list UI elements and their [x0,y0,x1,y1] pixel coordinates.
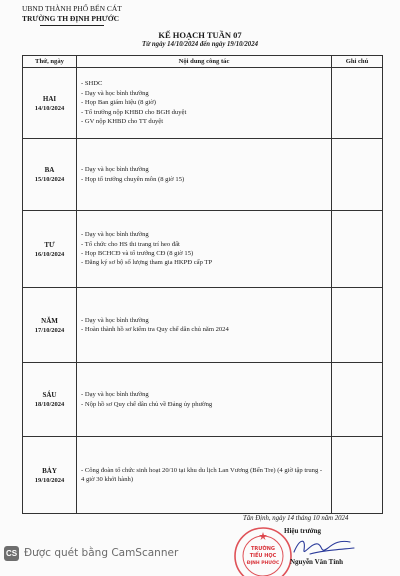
document-header [22,4,122,26]
note-cell [332,437,383,514]
task-item: - Dạy và học bình thường [81,89,149,97]
org-name: UBND THÀNH PHỐ BẾN CÁT [22,4,122,13]
task-item: - Nộp hồ sơ Quy chế dân chủ về Đảng ủy phường [81,400,213,408]
column-header-note: Ghi chú [332,56,383,68]
stamp-line-3: ĐỊNH PHƯỚC [246,561,280,566]
table-row [23,363,383,437]
day-cell [23,437,77,514]
content-cell [77,363,332,437]
task-item: - Dạy và học bình thường [81,231,149,239]
signature-place-date: Tân Định, ngày 14 tháng 10 năm 2024 [243,515,349,522]
task-item: - Họp Ban giám hiệu (8 giờ) [81,99,156,107]
task-item: - Dạy và học bình thường [81,316,149,324]
camscanner-watermark [4,545,178,561]
table-header-row [23,56,383,68]
signature-scribble-icon [290,534,360,558]
table-row [23,437,383,514]
day-name: SÁU [42,391,57,399]
stamp-line-2: TIỂU HỌC [249,553,277,559]
day-date: 16/10/2024 [34,250,65,258]
day-cell [23,288,77,363]
school-name: TRƯỜNG TH ĐỊNH PHƯỚC [22,14,120,23]
camscanner-text: Được quét bằng CamScanner [24,547,179,559]
table-row [23,68,383,139]
date-range: Từ ngày 14/10/2024 đến ngày 19/10/2024 [141,41,259,48]
task-item: - SHDC [81,80,103,88]
day-name: BA [44,166,55,174]
content-cell [77,211,332,288]
camscanner-logo-icon: CS [4,546,19,561]
task-item: - Hoàn thành hồ sơ kiểm tra Quy chế dân chủ năm 2024 [81,326,229,333]
task-item: - Dạy và học bình thường [81,391,149,399]
day-date: 15/10/2024 [34,176,65,183]
task-item: - Công đoàn tổ chức sinh hoạt 20/10 tại khu du lịch Lan Vương (Bến Tre) (4 giờ tập trung - 4 giờ 30 khởi hành) [81,466,323,483]
weekly-plan-table [22,55,383,514]
content-cell [77,139,332,211]
day-date: 18/10/2024 [34,401,65,408]
signature-role: Hiệu trưởng [284,527,322,535]
day-date: 17/10/2024 [34,326,65,334]
column-header-day: Thứ, ngày [23,56,77,68]
content-cell [77,437,332,514]
signature-name: Nguyễn Văn Tính [290,558,344,566]
note-cell [332,211,383,288]
task-item: - Dạy và học bình thường [81,166,149,174]
day-name: NĂM [41,316,58,325]
content-cell [77,288,332,363]
task-item: - Họp BCHCĐ và tổ trưởng CĐ (8 giờ 15) [81,250,194,257]
task-item: - Đăng ký sơ bộ số lượng tham gia HKPĐ cấp TP [81,259,213,267]
day-date: 19/10/2024 [34,476,65,484]
task-item: - Họp tổ trưởng chuyên môn (8 giờ 15) [81,175,185,183]
note-cell [332,363,383,437]
document-title: KẾ HOẠCH TUẦN 07 [158,30,242,40]
task-item: - Tổ chức cho HS thi trang trí heo đất [81,240,180,248]
content-cell [77,68,332,139]
note-cell [332,68,383,139]
task-item: - Tổ trưởng nộp KHBD cho BGH duyệt [81,108,187,116]
stamp-line-1: TRƯỜNG [250,546,276,552]
day-cell [23,139,77,211]
day-cell [23,211,77,288]
table-row [23,211,383,288]
school-stamp-icon [232,525,294,576]
task-item: - GV nộp KHBD cho TT duyệt [81,118,164,126]
day-name: HAI [42,94,57,103]
note-cell [332,288,383,363]
day-name: BẢY [42,466,57,475]
table-row [23,288,383,363]
day-name: TƯ [44,240,55,249]
day-cell [23,363,77,437]
table-row [23,139,383,211]
note-cell [332,139,383,211]
day-cell [23,68,77,139]
day-date: 14/10/2024 [34,104,65,112]
column-header-content: Nội dung công tác [77,56,332,68]
header-underline [40,25,104,26]
